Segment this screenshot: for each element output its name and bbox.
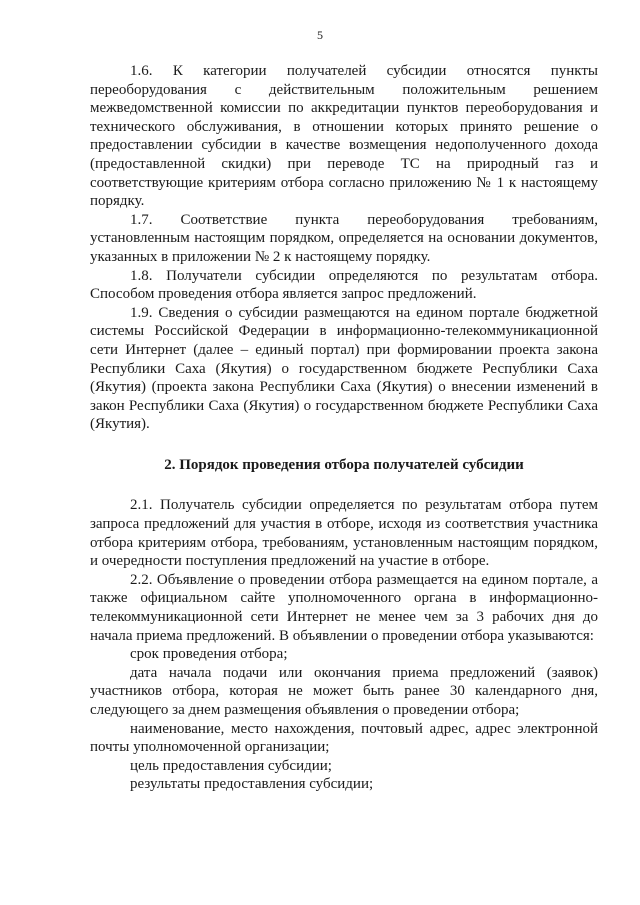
paragraph-2-1: 2.1. Получатель субсидии определяется по результатам отбора путем запроса предложений для участия в отборе, исходя из соответствия участника отбора критериям отбора, требованиям, установленным настоящим порядком, и очередности поступления предложений на участие в отборе. [90, 497, 598, 570]
page-number: 5 [317, 28, 323, 42]
list-item: срок проведения отбора; [130, 646, 288, 663]
paragraph-2-2: 2.2. Объявление о проведении отбора размещается на едином портале, а также официальном сайте уполномоченного органа в информационно-телекоммуникационной сети Интернет не менее чем за 3 рабочих дня до начала приема предложений. В объявлении о проведении отбора указываются: [90, 571, 598, 644]
list-item: результаты предоставления субсидии; [130, 776, 374, 793]
list-item: цель предоставления субсидии; [130, 757, 332, 774]
paragraph-1-8: 1.8. Получатели субсидии определяются по результатам отбора. Способом проведения отбора является запрос предложений. [90, 267, 598, 303]
document-body [90, 62, 598, 794]
paragraph-1-6: 1.6. К категории получателей субсидии относятся пункты переоборудования с действительным положительным решением межведомственной комиссии по аккредитации пунктов переоборудования и технического обслуживания, в отношении которых принято решение о предоставлении субсидии в качестве возмещения недополученного дохода (предоставленной скидки) при переводе ТС на природный газ и соответствующие критериям отбора согласно приложению № 1 к настоящему порядку. [90, 63, 598, 210]
list-item: дата начала подачи или окончания приема предложений (заявок) участников отбора, которая не может быть ранее 30 календарного дня, следующего за днем размещения объявления о проведении отбора; [90, 664, 598, 718]
list-item: наименование, место нахождения, почтовый адрес, адрес электронной почты уполномоченной организации; [90, 720, 598, 756]
paragraph-1-9: 1.9. Сведения о субсидии размещаются на едином портале бюджетной системы Российской Федерации в информационно-телекоммуникационной сети Интернет (далее – единый портал) при формировании проекта закона Республики Саха (Якутия) о государственном бюджете Республики Саха (Якутия) (проекта закона Республики Саха (Якутия) о внесении изменений в закон Республики Саха (Якутия) о государственном бюджете Республики Саха (Якутия). [90, 304, 598, 433]
paragraph-1-7: 1.7. Соответствие пункта переоборудования требованиям, установленным настоящим порядком, определяется на основании документов, указанных в приложении № 2 к настоящему порядку. [90, 211, 598, 265]
section-2-heading: 2. Порядок проведения отбора получателей субсидии [164, 456, 524, 473]
